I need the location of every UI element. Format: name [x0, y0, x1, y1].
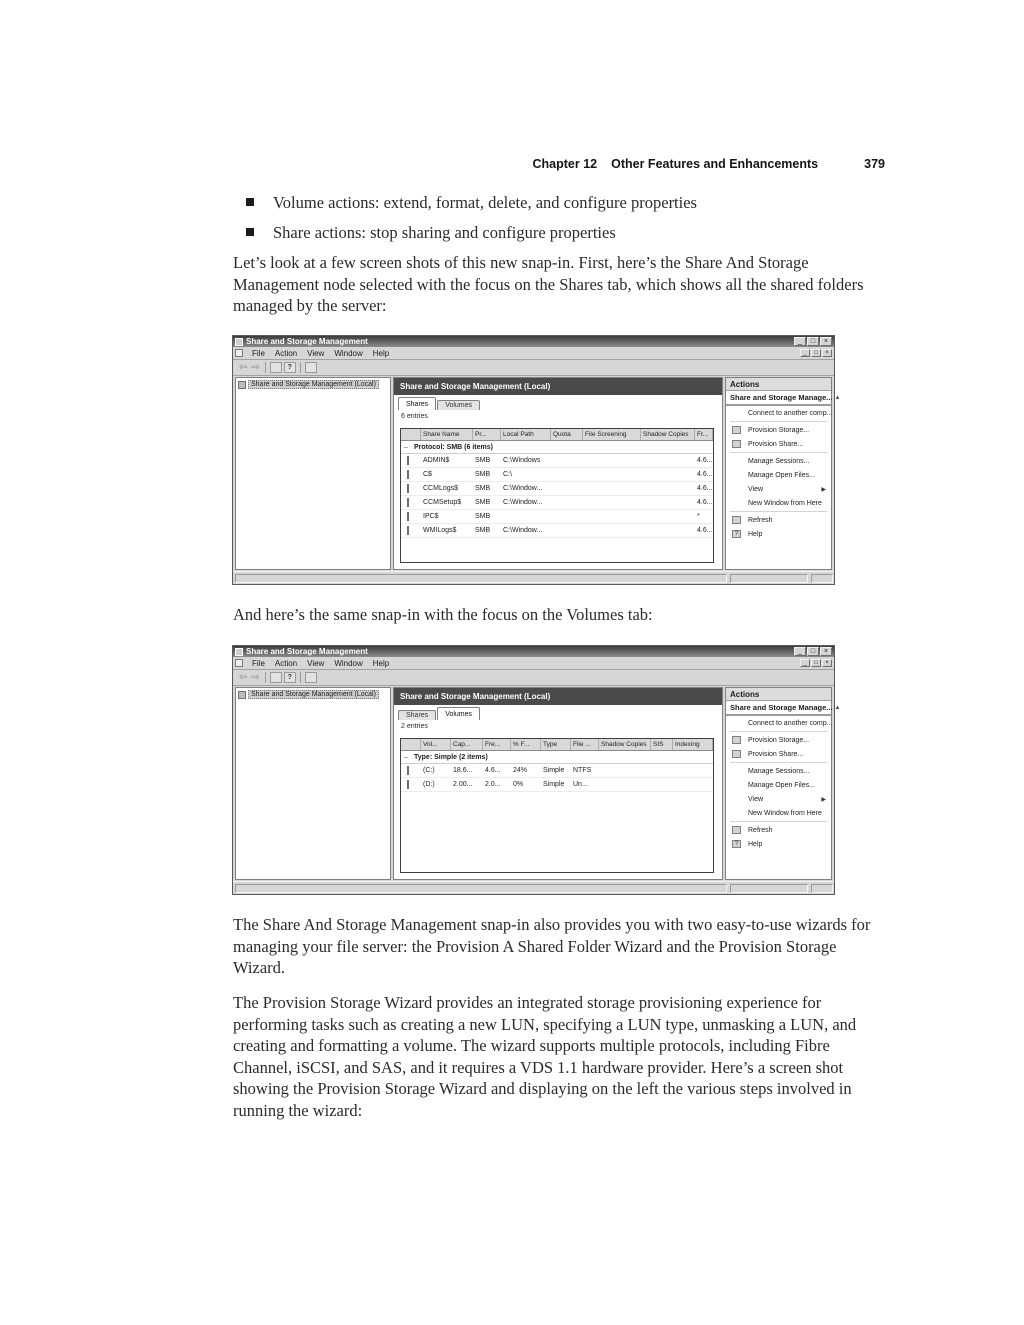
action-label: Manage Sessions... — [748, 767, 810, 775]
share-folder-icon — [401, 471, 421, 478]
status-segment — [811, 574, 833, 583]
cell-local-path: C:\ — [503, 471, 512, 478]
action-manage-open-files[interactable] — [726, 468, 831, 482]
back-icon[interactable]: ⇦ — [239, 671, 248, 683]
action-manage-sessions[interactable] — [726, 454, 831, 468]
list-header-row — [401, 739, 713, 751]
export-list-icon[interactable] — [270, 362, 282, 373]
action-provision-storage[interactable] — [726, 733, 831, 747]
cell-volume: (C:) — [423, 767, 435, 774]
cell-local-path: C:\Window... — [503, 485, 543, 492]
actions-separator — [730, 731, 827, 732]
window-main — [233, 377, 841, 570]
entries-count: 6 entries — [401, 413, 428, 420]
tab-shares[interactable]: Shares — [398, 397, 436, 410]
actions-group-label: Share and Storage Manage... — [730, 703, 833, 712]
group-row-smb[interactable] — [401, 441, 713, 454]
cell-percent-free: 0% — [513, 781, 524, 788]
cell-type: Simple — [543, 781, 565, 788]
provision-share-icon — [732, 440, 741, 448]
tree-item-label: Share and Storage Management (Local) — [248, 380, 379, 389]
action-connect[interactable] — [726, 716, 831, 730]
cell-free-space: 2.0... — [485, 781, 501, 788]
toolbar-separator — [300, 362, 301, 373]
menu-view[interactable]: View — [307, 348, 325, 358]
menu-file[interactable]: File — [252, 658, 265, 668]
action-label: View — [748, 485, 764, 493]
window-title: Share and Storage Management — [246, 336, 368, 346]
share-row-ccmsetup[interactable] — [401, 496, 713, 510]
menu-bar — [233, 657, 834, 670]
column-volume[interactable]: Vol... — [421, 739, 451, 750]
chevron-up-icon: ▲ — [834, 704, 841, 711]
action-label: Connect to another comp... — [748, 409, 833, 417]
tab-bar — [394, 395, 722, 410]
column-free-space[interactable]: Fr... — [695, 429, 713, 440]
action-refresh[interactable] — [726, 513, 831, 527]
menu-action[interactable]: Action — [274, 348, 298, 358]
action-label: Help — [748, 530, 763, 538]
window-main — [233, 687, 841, 880]
actions-separator — [730, 511, 827, 512]
menu-window[interactable]: Window — [334, 348, 363, 358]
volume-row-c[interactable] — [401, 764, 713, 778]
provision-storage-icon — [732, 426, 741, 434]
help-icon: ? — [732, 840, 741, 848]
page-running-head — [233, 157, 885, 171]
console-tree-pane — [235, 377, 391, 570]
tab-shares[interactable]: Shares — [398, 710, 436, 720]
provision-storage-icon — [732, 736, 741, 744]
console-icon — [235, 659, 243, 667]
tree-item-share-storage[interactable] — [238, 380, 388, 389]
action-manage-sessions[interactable] — [726, 764, 831, 778]
share-row-wmilogs[interactable] — [401, 524, 713, 538]
action-help[interactable] — [726, 837, 831, 851]
tree-item-label: Share and Storage Management (Local) — [248, 690, 379, 699]
bullet-text: Volume actions: extend, format, delete, and configure properties — [273, 193, 697, 212]
cell-file-system: NTFS — [573, 767, 592, 774]
cell-free-space: 4.6... — [485, 767, 501, 774]
action-label: Manage Open Files... — [748, 781, 815, 789]
chapter-label: Chapter 12 — [532, 157, 598, 171]
status-segment — [235, 884, 727, 893]
action-label: Provision Share... — [748, 750, 804, 758]
status-segment — [730, 884, 808, 893]
action-view[interactable] — [726, 792, 831, 806]
paragraph-volumes-caption: And here’s the same snap-in with the focus on the Volumes tab: — [233, 605, 653, 624]
cell-free-space: 4.6... — [697, 499, 713, 506]
menu-window[interactable]: Window — [334, 658, 363, 668]
cell-share-name: IPC$ — [423, 513, 439, 520]
tab-volumes[interactable]: Volumes — [437, 707, 480, 720]
actions-pane — [725, 377, 841, 570]
group-row-simple[interactable] — [401, 751, 713, 764]
bullet-share-actions — [246, 223, 886, 243]
status-bar — [233, 881, 834, 894]
menu-help[interactable]: Help — [372, 348, 390, 358]
column-file-system[interactable]: File ... — [571, 739, 599, 750]
child-restore-button[interactable]: □ — [811, 659, 821, 667]
action-label: New Window from Here — [748, 499, 822, 507]
share-row-c[interactable] — [401, 468, 713, 482]
console-icon — [235, 349, 243, 357]
drive-icon — [401, 767, 421, 774]
menu-view[interactable]: View — [307, 658, 325, 668]
action-provision-share[interactable] — [726, 747, 831, 761]
paragraph-intro: Let’s look at a few screen shots of this new snap-in. First, here’s the Share And Storage Management node selected with the focus on the Shares tab, which shows all the shared folders managed by the server: — [233, 253, 864, 315]
tab-bar — [394, 705, 722, 720]
help-icon: ? — [732, 530, 741, 538]
bullet-text: Share actions: stop sharing and configure properties — [273, 223, 616, 242]
action-new-window[interactable] — [726, 806, 831, 820]
cell-volume: (D:) — [423, 781, 435, 788]
actions-header: Actions — [726, 378, 831, 391]
tab-volumes[interactable]: Volumes — [437, 400, 480, 410]
column-indexing[interactable]: Indexing — [673, 739, 713, 750]
action-refresh[interactable] — [726, 823, 831, 837]
action-label: Provision Share... — [748, 440, 804, 448]
action-manage-open-files[interactable] — [726, 778, 831, 792]
cell-protocol: SMB — [475, 471, 491, 478]
column-protocol[interactable]: Pr... — [473, 429, 501, 440]
share-folder-icon — [401, 485, 421, 492]
column-capacity[interactable]: Cap... — [451, 739, 483, 750]
window-title: Share and Storage Management — [246, 646, 368, 656]
column-percent-free[interactable]: % F... — [511, 739, 541, 750]
cell-free-space: 4.6... — [697, 485, 713, 492]
back-icon[interactable]: ⇦ — [239, 361, 248, 373]
cell-capacity: 18.6... — [453, 767, 473, 774]
share-row-admin[interactable] — [401, 454, 713, 468]
export-list-icon[interactable] — [270, 672, 282, 683]
cell-protocol: SMB — [475, 527, 491, 534]
action-help[interactable] — [726, 527, 831, 541]
window-titlebar — [233, 646, 834, 657]
cell-local-path: C:\Window... — [503, 499, 543, 506]
child-restore-button[interactable]: □ — [811, 349, 821, 357]
column-shadow-copies[interactable]: Shadow Copies — [641, 429, 695, 440]
column-local-path[interactable]: Local Path — [501, 429, 551, 440]
actions-pane — [725, 687, 841, 880]
minimize-button[interactable]: _ — [794, 647, 806, 656]
restore-button[interactable]: □ — [807, 647, 819, 656]
menu-action[interactable]: Action — [274, 658, 298, 668]
status-segment — [811, 884, 833, 893]
column-share-name[interactable]: Share Name — [421, 429, 473, 440]
refresh-icon — [732, 516, 741, 524]
entries-count: 2 entries — [401, 723, 428, 730]
toolbar-separator — [300, 672, 301, 683]
cell-local-path: C:\Windows — [503, 457, 541, 464]
cell-percent-free: 24% — [513, 767, 528, 774]
toolbar-separator — [265, 362, 266, 373]
restore-button[interactable]: □ — [807, 337, 819, 346]
chapter-title: Other Features and Enhancements — [611, 157, 819, 171]
column-icon — [401, 429, 421, 440]
page-number: 379 — [864, 157, 885, 171]
help-icon[interactable]: ? — [284, 362, 296, 373]
cell-local-path: C:\Window... — [503, 527, 543, 534]
menu-bar — [233, 347, 834, 360]
cell-protocol: SMB — [475, 513, 491, 520]
action-label: Refresh — [748, 826, 773, 834]
screenshot-shares-tab — [232, 335, 841, 585]
snapin-icon — [238, 381, 246, 389]
volume-row-d[interactable] — [401, 778, 713, 792]
results-pane — [393, 377, 723, 570]
action-label: New Window from Here — [748, 809, 822, 817]
column-icon — [401, 739, 421, 750]
cell-free-space: 4.6... — [697, 457, 713, 464]
share-folder-icon — [401, 527, 421, 534]
collapse-icon: – — [404, 753, 408, 761]
status-segment — [235, 574, 727, 583]
column-quota[interactable]: Quota — [551, 429, 583, 440]
cell-share-name: C$ — [423, 471, 432, 478]
action-label: View — [748, 795, 764, 803]
console-tree-icon[interactable] — [305, 672, 317, 683]
share-folder-icon — [401, 457, 421, 464]
cell-free-space: * — [697, 513, 700, 520]
cell-protocol: SMB — [475, 457, 491, 464]
actions-separator — [730, 762, 827, 763]
action-label: Connect to another comp... — [748, 719, 833, 727]
share-folder-icon — [401, 513, 421, 520]
cell-share-name: CCMSetup$ — [423, 499, 462, 506]
results-pane-header: Share and Storage Management (Local) — [394, 688, 722, 705]
toolbar — [233, 360, 834, 376]
forward-icon[interactable]: ⇨ — [251, 361, 260, 373]
column-sis[interactable]: SIS — [651, 739, 673, 750]
column-file-screening[interactable]: File Screening — [583, 429, 641, 440]
shares-list-view — [400, 428, 714, 563]
paragraph-provision-wizard: The Provision Storage Wizard provides an integrated storage provisioning experience for performing tasks such as creating a new LUN, specifying a LUN type, unmasking a LUN, and creating and formatting a volume. The wizard supports multiple protocols, including Fibre Channel, iSCSI, and SAS, and it requires a VDS 1.1 hardware provider. Here’s a screen shot showing the Provision Storage Wizard and displaying on the left the various steps involved in running the wizard: — [233, 993, 857, 1120]
provision-share-icon — [732, 750, 741, 758]
menu-help[interactable]: Help — [372, 658, 390, 668]
group-label: Protocol: SMB (6 items) — [414, 443, 493, 451]
snapin-icon — [238, 691, 246, 699]
cell-free-space: 4.6... — [697, 527, 713, 534]
toolbar — [233, 670, 834, 686]
cell-share-name: CCMLogs$ — [423, 485, 459, 492]
toolbar-separator — [265, 672, 266, 683]
action-label: Provision Storage... — [748, 736, 810, 744]
cell-share-name: WMILogs$ — [423, 527, 457, 534]
results-pane-header: Share and Storage Management (Local) — [394, 378, 722, 395]
actions-separator — [730, 452, 827, 453]
actions-header: Actions — [726, 688, 831, 701]
bullet-square-icon — [246, 198, 254, 206]
bullet-square-icon — [246, 228, 254, 236]
action-view[interactable] — [726, 482, 831, 496]
actions-separator — [730, 421, 827, 422]
bullet-volume-actions — [246, 193, 886, 213]
forward-icon[interactable]: ⇨ — [251, 671, 260, 683]
chevron-right-icon: ▶ — [821, 486, 826, 493]
screenshot-volumes-tab — [232, 645, 841, 895]
actions-separator — [730, 821, 827, 822]
volumes-list-view — [400, 738, 714, 873]
results-pane — [393, 687, 723, 880]
cell-protocol: SMB — [475, 499, 491, 506]
close-button[interactable]: × — [820, 337, 832, 346]
action-label: Manage Sessions... — [748, 457, 810, 465]
drive-icon — [401, 781, 421, 788]
cell-capacity: 2.00... — [453, 781, 473, 788]
share-row-ccmlogs[interactable] — [401, 482, 713, 496]
action-label: Provision Storage... — [748, 426, 810, 434]
tree-item-share-storage[interactable] — [238, 690, 388, 699]
actions-group-label: Share and Storage Manage... — [730, 393, 833, 402]
collapse-icon: – — [404, 443, 408, 451]
list-header-row — [401, 429, 713, 441]
share-folder-icon — [401, 499, 421, 506]
child-close-button[interactable]: × — [822, 349, 832, 357]
actions-group-header[interactable] — [726, 391, 841, 406]
help-icon[interactable]: ? — [284, 672, 296, 683]
child-close-button[interactable]: × — [822, 659, 832, 667]
status-bar — [233, 571, 834, 584]
action-connect[interactable] — [726, 406, 831, 420]
share-row-ipc[interactable] — [401, 510, 713, 524]
chevron-up-icon: ▲ — [834, 394, 841, 401]
action-provision-storage[interactable] — [726, 423, 831, 437]
group-label: Type: Simple (2 items) — [414, 753, 488, 761]
child-minimize-button[interactable]: _ — [800, 659, 810, 667]
action-new-window[interactable] — [726, 496, 831, 510]
column-type[interactable]: Type — [541, 739, 571, 750]
column-shadow-copies[interactable]: Shadow Copies — [599, 739, 651, 750]
action-label: Manage Open Files... — [748, 471, 815, 479]
close-button[interactable]: × — [820, 647, 832, 656]
paragraph-wizards: The Share And Storage Management snap-in also provides you with two easy-to-use wizards for managing your file server: the Provision A Shared Folder Wizard and the Provision Storage Wizard. — [233, 915, 871, 977]
console-tree-icon[interactable] — [305, 362, 317, 373]
cell-file-system: Un... — [573, 781, 588, 788]
console-tree-pane — [235, 687, 391, 880]
app-icon — [235, 648, 243, 656]
action-provision-share[interactable] — [726, 437, 831, 451]
app-icon — [235, 338, 243, 346]
cell-free-space: 4.6... — [697, 471, 713, 478]
status-segment — [730, 574, 808, 583]
column-free-space[interactable]: Fre... — [483, 739, 511, 750]
child-minimize-button[interactable]: _ — [800, 349, 810, 357]
cell-protocol: SMB — [475, 485, 491, 492]
cell-share-name: ADMIN$ — [423, 457, 450, 464]
cell-type: Simple — [543, 767, 565, 774]
minimize-button[interactable]: _ — [794, 337, 806, 346]
action-label: Refresh — [748, 516, 773, 524]
window-titlebar — [233, 336, 834, 347]
action-label: Help — [748, 840, 763, 848]
actions-group-header[interactable] — [726, 701, 841, 716]
menu-file[interactable]: File — [252, 348, 265, 358]
chevron-right-icon: ▶ — [821, 796, 826, 803]
refresh-icon — [732, 826, 741, 834]
